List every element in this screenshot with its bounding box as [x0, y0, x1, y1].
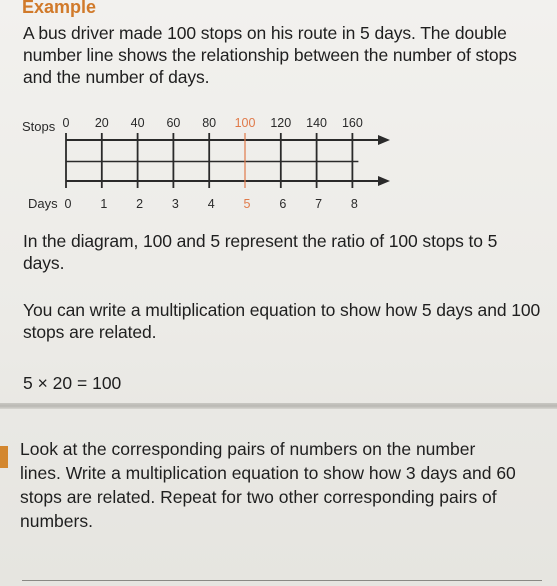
- days-row-label: Days: [28, 196, 58, 211]
- stops-tick-label: 60: [166, 116, 181, 130]
- multiplication-equation: 5 × 20 = 100: [23, 373, 122, 393]
- double-number-line: [0, 0, 557, 220]
- exercise-marker-icon: [0, 446, 8, 468]
- stops-arrow-icon: [378, 135, 390, 145]
- stops-tick-label: 140: [306, 116, 328, 130]
- explanation-paragraph-1: In the diagram, 100 and 5 represent the ratio of 100 stops to 5 days.: [23, 231, 498, 273]
- stops-row-label: Stops: [22, 119, 56, 134]
- days-tick-label: 4: [207, 197, 215, 211]
- example-heading: Example: [22, 0, 97, 17]
- stops-tick-label: 160: [341, 116, 363, 130]
- stops-tick-label: 40: [130, 116, 145, 130]
- stops-tick-label: 100: [234, 116, 256, 130]
- days-tick-label: 5: [243, 197, 251, 211]
- days-tick-label: 8: [350, 197, 358, 211]
- stops-tick-label: 120: [270, 116, 292, 130]
- days-tick-label: 2: [136, 197, 144, 211]
- stops-tick-label: 20: [94, 116, 109, 130]
- stops-tick-label: 0: [62, 116, 70, 130]
- days-tick-label: 1: [100, 197, 108, 211]
- days-arrow-icon: [378, 176, 390, 186]
- days-tick-label: 3: [171, 197, 179, 211]
- days-tick-label: 7: [315, 197, 323, 211]
- intro-paragraph: A bus driver made 100 stops on his route in 5 days. The double number line shows the relationship between the number of stops and the number of days.: [23, 23, 517, 87]
- answer-line: [22, 580, 542, 581]
- exercise-paragraph: Look at the corresponding pairs of numbers on the number lines. Write a multiplication equation to show how 3 days and 60 stops are related. Repeat for two other corresponding pairs of numbers.: [20, 439, 516, 531]
- days-tick-label: 6: [279, 197, 287, 211]
- explanation-paragraph-2: You can write a multiplication equation to show how 5 days and 100 stops are related.: [23, 300, 541, 342]
- days-tick-label: 0: [64, 197, 72, 211]
- stops-tick-label: 80: [202, 116, 217, 130]
